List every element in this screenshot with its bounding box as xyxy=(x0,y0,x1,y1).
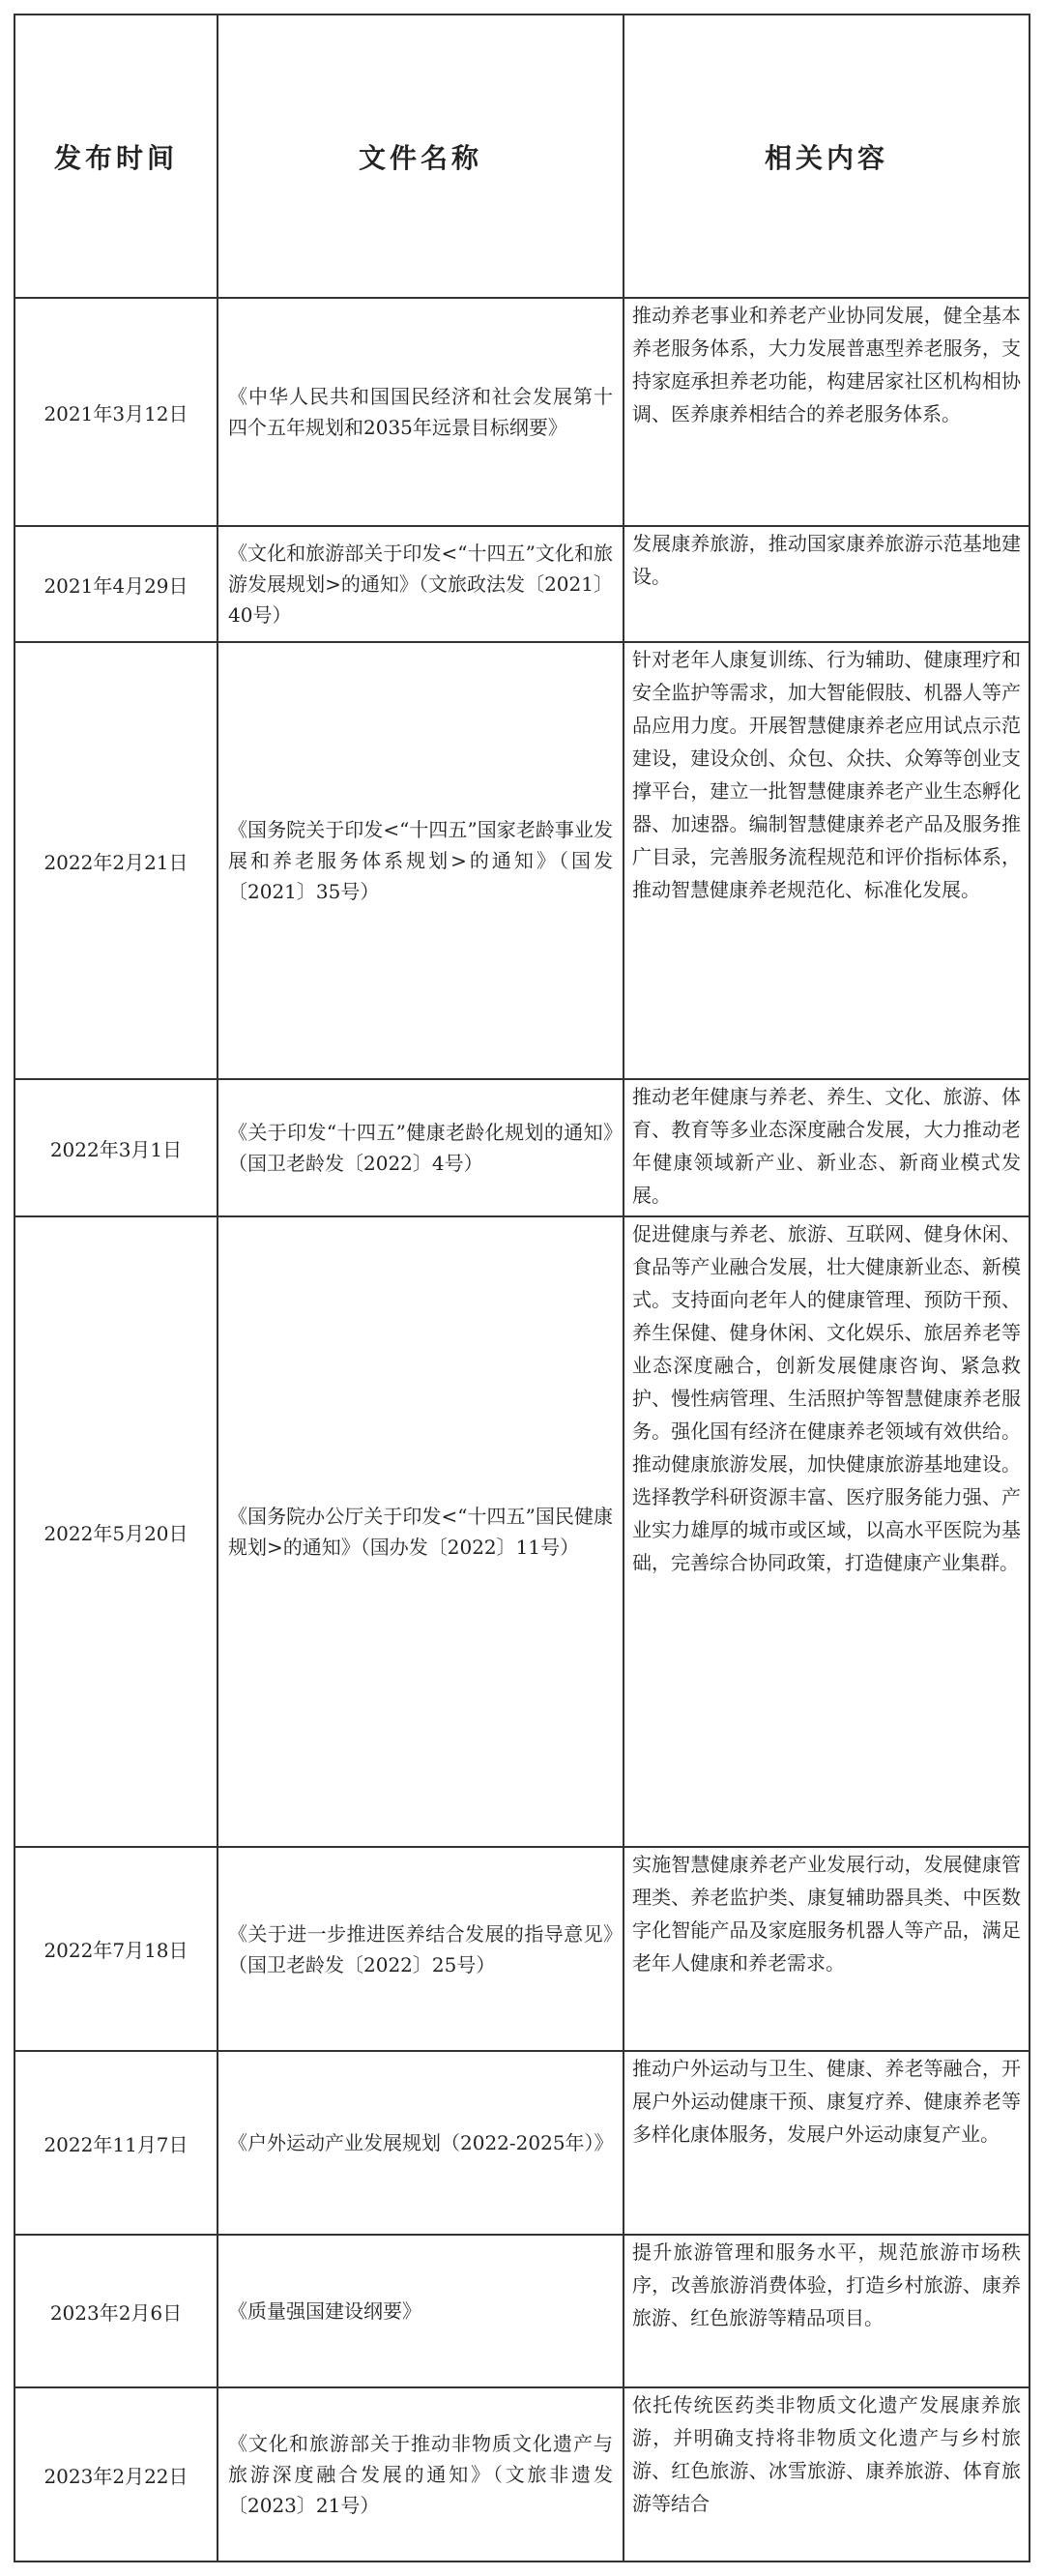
table-row xyxy=(14,2387,1030,2561)
row-date: 2022年5月20日 xyxy=(14,1216,218,1847)
header-row xyxy=(14,15,1030,298)
row-content: 提升旅游管理和服务水平，规范旅游市场秩序，改善旅游消费体验，打造乡村旅游、康养旅游、红色旅游等精品项目。 xyxy=(624,2235,1030,2387)
row-date: 2022年3月1日 xyxy=(14,1079,218,1216)
row-content: 推动老年健康与养老、养生、文化、旅游、体育、教育等多业态深度融合发展，大力推动老年健康领域新产业、新业态、新商业模式发展。 xyxy=(624,1079,1030,1216)
row-name: 《文化和旅游部关于印发<“十四五”文化和旅游发展规划>的通知》（文旅政法发〔2021〕40号） xyxy=(218,526,624,642)
table-row xyxy=(14,642,1030,1079)
header-content: 相关内容 xyxy=(624,15,1030,298)
row-content: 推动养老事业和养老产业协同发展，健全基本养老服务体系，大力发展普惠型养老服务，支持家庭承担养老功能，构建居家社区机构相协调、医养康养相结合的养老服务体系。 xyxy=(624,298,1030,526)
row-date: 2023年2月6日 xyxy=(14,2235,218,2387)
header-name: 文件名称 xyxy=(218,15,624,298)
row-date: 2022年7月18日 xyxy=(14,1847,218,2051)
row-name: 《户外运动产业发展规划（2022-2025年）》 xyxy=(218,2051,624,2235)
table-row xyxy=(14,1216,1030,1847)
table-row xyxy=(14,1079,1030,1216)
table-row xyxy=(14,526,1030,642)
row-name: 《中华人民共和国国民经济和社会发展第十四个五年规划和2035年远景目标纲要》 xyxy=(218,298,624,526)
row-date: 2022年2月21日 xyxy=(14,642,218,1079)
row-name: 《关于进一步推进医养结合发展的指导意见》（国卫老龄发〔2022〕25号） xyxy=(218,1847,624,2051)
row-content: 促进健康与养老、旅游、互联网、健身休闲、食品等产业融合发展，壮大健康新业态、新模式。支持面向老年人的健康管理、预防干预、养生保健、健身休闲、文化娱乐、旅居养老等业态深度融合，创新发展健康咨询、紧急救护、慢性病管理、生活照护等智慧健康养老服务。强化国有经济在健康养老领域有效供给。推动健康旅游发展，加快健康旅游基地建设。选择教学科研资源丰富、医疗服务能力强、产业实力雄厚的城市或区域，以高水平医院为基础，完善综合协同政策，打造健康产业集群。 xyxy=(624,1216,1030,1847)
table-row xyxy=(14,2235,1030,2387)
row-content: 推动户外运动与卫生、健康、养老等融合，开展户外运动健康干预、康复疗养、健康养老等多样化康体服务，发展户外运动康复产业。 xyxy=(624,2051,1030,2235)
row-date: 2021年3月12日 xyxy=(14,298,218,526)
header-date: 发布时间 xyxy=(14,15,218,298)
table-row xyxy=(14,1847,1030,2051)
row-name: 《质量强国建设纲要》 xyxy=(218,2235,624,2387)
policy-table xyxy=(14,14,1030,2562)
row-name: 《国务院关于印发<“十四五”国家老龄事业发展和养老服务体系规划>的通知》（国发〔2021〕35号） xyxy=(218,642,624,1079)
row-content: 实施智慧健康养老产业发展行动，发展健康管理类、养老监护类、康复辅助器具类、中医数字化智能产品及家庭服务机器人等产品，满足老年人健康和养老需求。 xyxy=(624,1847,1030,2051)
row-content: 针对老年人康复训练、行为辅助、健康理疗和安全监护等需求，加大智能假肢、机器人等产品应用力度。开展智慧健康养老应用试点示范建设，建设众创、众包、众扶、众筹等创业支撑平台，建立一批智慧健康养老产业生态孵化器、加速器。编制智慧健康养老产品及服务推广目录，完善服务流程规范和评价指标体系，推动智慧健康养老规范化、标准化发展。 xyxy=(624,642,1030,1079)
row-name: 《关于印发“十四五”健康老龄化规划的通知》（国卫老龄发〔2022〕4号） xyxy=(218,1079,624,1216)
row-name: 《文化和旅游部关于推动非物质文化遗产与旅游深度融合发展的通知》（文旅非遗发〔2023〕21号） xyxy=(218,2387,624,2561)
row-date: 2023年2月22日 xyxy=(14,2387,218,2561)
row-content: 发展康养旅游，推动国家康养旅游示范基地建设。 xyxy=(624,526,1030,642)
table-row xyxy=(14,298,1030,526)
row-date: 2022年11月7日 xyxy=(14,2051,218,2235)
row-date: 2021年4月29日 xyxy=(14,526,218,642)
row-name: 《国务院办公厅关于印发<“十四五”国民健康规划>的通知》（国办发〔2022〕11号） xyxy=(218,1216,624,1847)
table-row xyxy=(14,2051,1030,2235)
row-content: 依托传统医药类非物质文化遗产发展康养旅游，并明确支持将非物质文化遗产与乡村旅游、红色旅游、冰雪旅游、康养旅游、体育旅游等结合 xyxy=(624,2387,1030,2561)
